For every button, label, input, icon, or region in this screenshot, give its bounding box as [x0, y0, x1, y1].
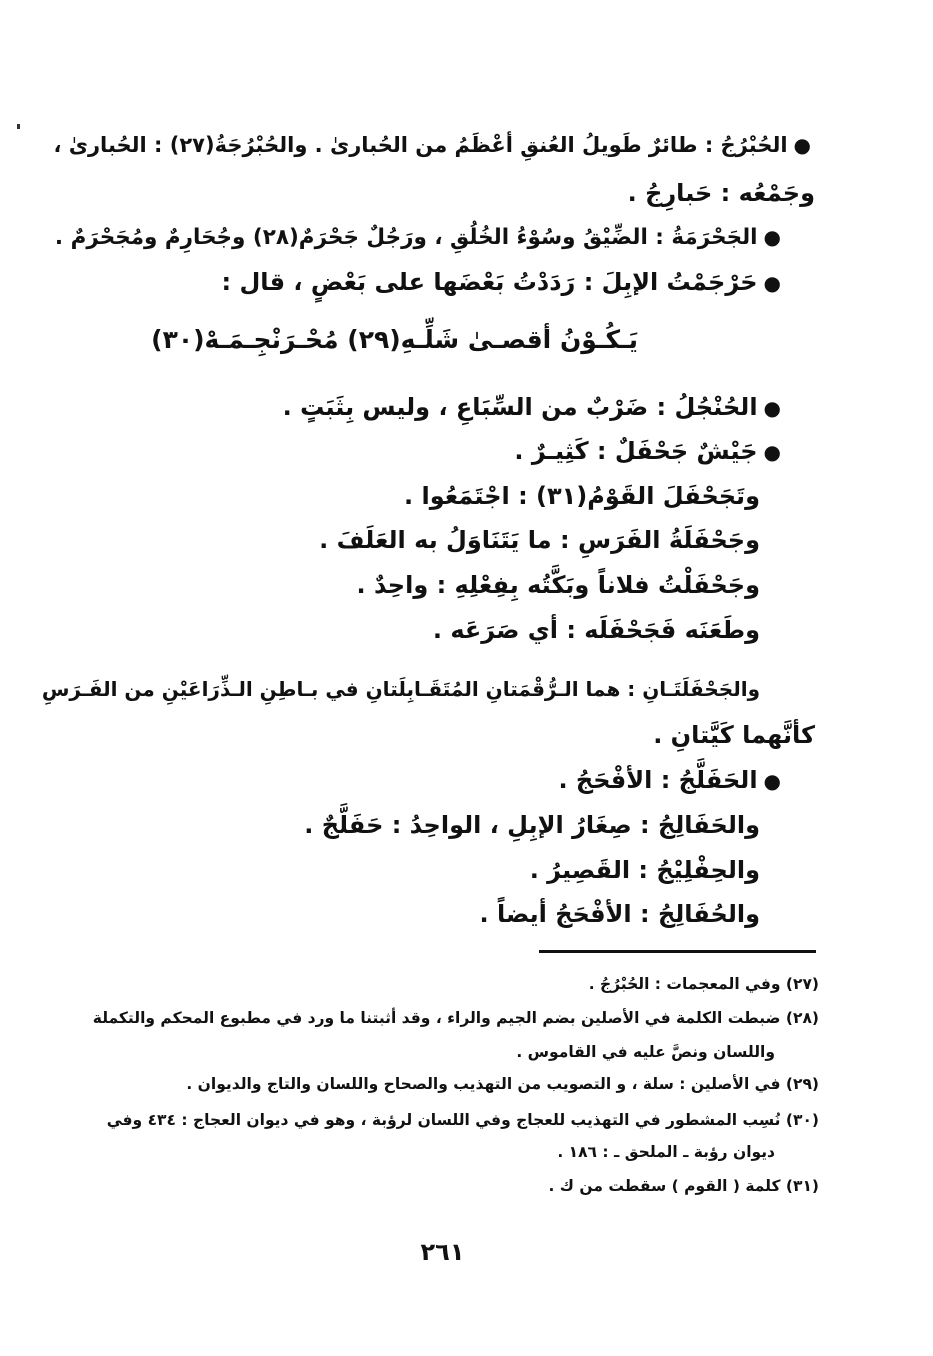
entry-line	[42, 672, 760, 706]
entry-line	[530, 853, 760, 887]
footnote: (٣١) كلمة ( القوم ) سقطت من ك .	[548, 1177, 819, 1195]
entry-text: والحُفَالِجُ : الأفْحَجُ أيضاً .	[479, 900, 760, 928]
entry-line	[558, 763, 781, 798]
entry-line	[53, 128, 811, 162]
footnote: (٢٩) في الأصلين : سلة ، و التصويب من التهذيب والصحاح واللسان والتاج والديوان .	[186, 1075, 819, 1093]
entry-text: وجَمْعُه : حَبارِجُ .	[627, 179, 815, 207]
bullet-icon: ●	[793, 133, 811, 157]
entry-text: والجَحْفَلَتَـانِ : هما الـرُّقْمَتانِ المُتَقَـابِلَتانِ في بـاطِنِ الـذِّرَاعَيْنِ من الفَـرَسِ	[41, 677, 760, 701]
entry-line	[304, 808, 760, 842]
entry-text: وطَعَنَه فَجَحْفَلَه : أي صَرَعَه .	[432, 616, 760, 644]
entry-line	[55, 220, 781, 255]
bullet-icon: ●	[763, 769, 781, 793]
entry-text: الحَفَلَّجُ : الأفْحَجُ .	[558, 766, 758, 794]
entry-text: وجَحْفَلَةُ الفَرَسِ : ما يَتَنَاوَلُ به العَلَفَ .	[319, 526, 760, 554]
verse-line	[151, 323, 638, 357]
footnote: (٣٠) نُسِب المشطور في التهذيب للعجاج وفي اللسان لرؤبة ، وهو في ديوان العجاج : ٤٣٤ وفي	[106, 1111, 819, 1129]
entry-text: وجَحْفَلْتُ فلاناً وبَكَّتُه بِفِعْلِهِ : واحِدٌ .	[356, 571, 760, 599]
entry-text: كأنَّهما كَيَّتانِ .	[653, 721, 815, 749]
entry-line	[404, 479, 760, 513]
footnote: (٢٨) ضبطت الكلمة في الأصلين بضم الجيم والراء ، وقد أثبتنا ما ورد في مطبوع المحكم والتكملة	[92, 1009, 819, 1027]
bullet-icon: ●	[763, 440, 781, 464]
entry-line	[628, 176, 815, 210]
bullet-icon: ●	[763, 396, 781, 420]
entry-line	[222, 265, 781, 300]
footnote-divider	[539, 950, 816, 953]
entry-text: والحَفَالِجُ : صِغَارُ الإبِلِ ، الواحِدُ : حَفَلَّجٌ .	[304, 811, 760, 839]
entry-line	[653, 718, 815, 752]
bullet-icon: ●	[763, 225, 781, 249]
entry-line	[319, 523, 760, 557]
entry-line	[433, 613, 760, 647]
entry-text: الحُبْرُجُ : طائرٌ طَويلُ العُنقِ أعْظَمُ من الحُبارىٰ . والحُبْرُجَةُ(٢٧) : الحُبارىٰ ،	[53, 133, 788, 157]
footnote-continuation: واللسان ونصَّ عليه في القاموس .	[516, 1043, 775, 1061]
entry-line	[356, 568, 760, 602]
entry-line	[480, 897, 761, 931]
verse-text: يَـكُـوْنُ أقصـىٰ شَلِّـهِ(٢٩) مُحْـرَنْجِـمَـهْ(٣٠)	[151, 325, 638, 354]
entry-text: جَيْشٌ جَحْفَلٌ : كَثِيـرٌ .	[514, 437, 758, 465]
scan-speck	[17, 124, 20, 129]
entry-text: والحِفْلِيْجُ : القَصِيرُ .	[529, 856, 760, 884]
footnote-continuation: ديوان رؤبة ـ الملحق ـ : ١٨٦ .	[557, 1143, 775, 1161]
entry-text: الحُنْجُلُ : ضَرْبٌ من السِّبَاعِ ، وليس بِثَبَتٍ .	[282, 393, 758, 421]
entry-text: حَرْجَمْتُ الإبِلَ : رَدَدْتُ بَعْضَها على بَعْضٍ ، قال :	[221, 268, 758, 296]
entry-line	[514, 434, 781, 469]
footnote: (٢٧) وفي المعجمات : الحُبْرُجُ .	[588, 975, 819, 993]
page-number: ٢٦١	[420, 1238, 465, 1266]
entry-text: الجَحْرَمَةُ : الضِّيْقُ وسُوْءُ الخُلُقِ ، ورَجُلٌ جَحْرَمٌ(٢٨) وجُحَارِمٌ ومُجَحْرَمٌ .	[54, 225, 758, 250]
entry-line	[283, 390, 781, 425]
bullet-icon: ●	[763, 271, 781, 295]
entry-text: وتَجَحْفَلَ القَوْمُ(٣١) : اجْتَمَعُوا .	[404, 482, 760, 510]
